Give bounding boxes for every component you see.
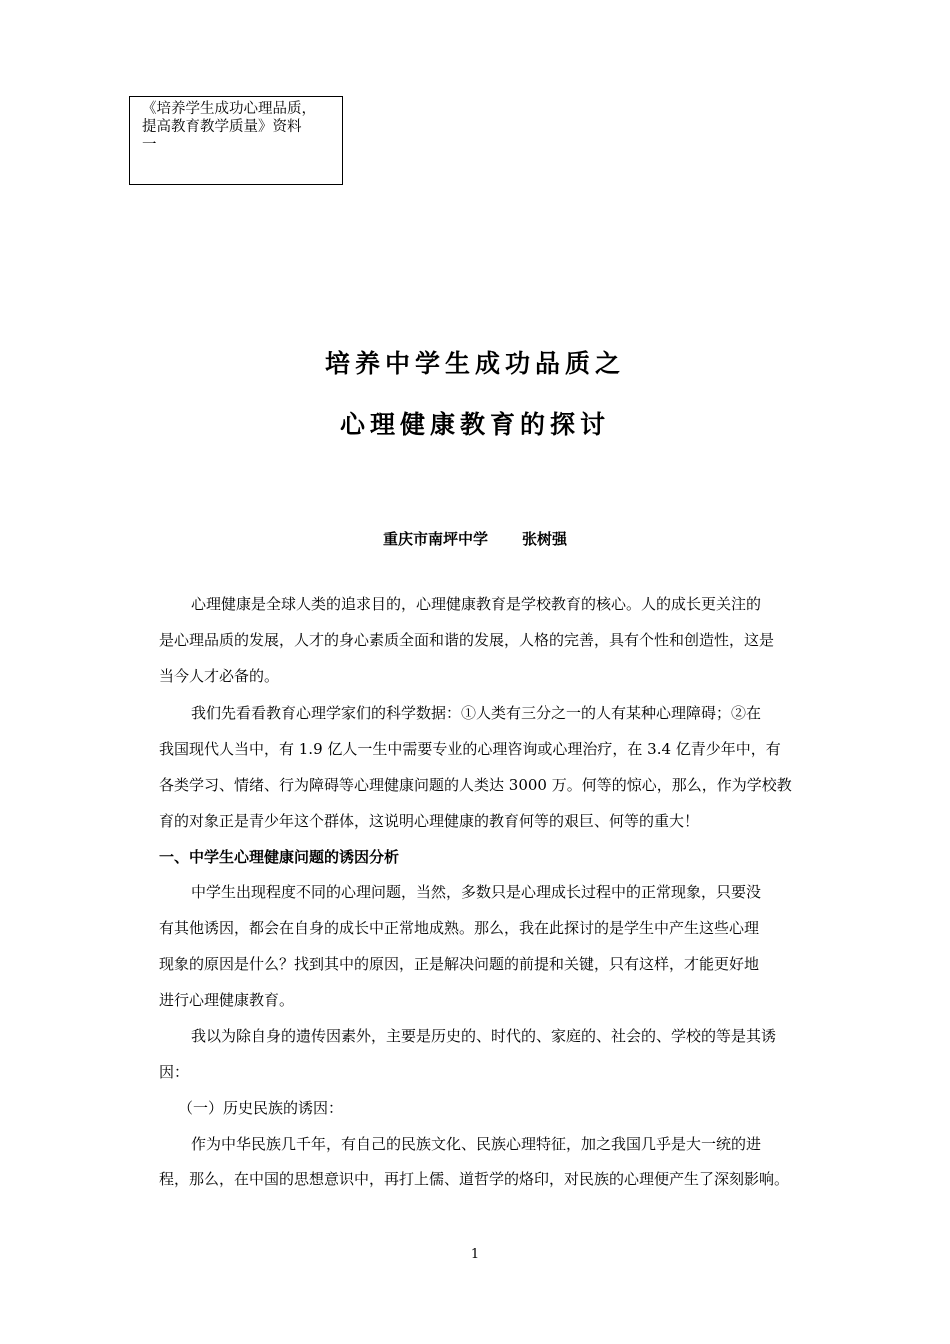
subsection-heading: （一）历史民族的诱因：: [178, 1099, 344, 1117]
body-text-line: 是心理品质的发展，人才的身心素质全面和谐的发展，人格的完善，具有个性和创造性，这是: [159, 631, 775, 649]
body-text-line: 中学生出现程度不同的心理问题，当然，多数只是心理成长过程中的正常现象，只要没: [191, 883, 762, 901]
body-text-line: 程，那么，在中国的思想意识中，再打上儒、道哲学的烙印，对民族的心理便产生了深刻影响。: [159, 1170, 790, 1188]
body-text-line: 现象的原因是什么？找到其中的原因，正是解决问题的前提和关键，只有这样，才能更好地: [159, 955, 760, 973]
body-text-line: 我国现代人当中，有 1.9 亿人一生中需要专业的心理咨询或心理治疗，在 3.4 亿青少年中，有: [159, 740, 781, 758]
body-text-line: 有其他诱因，都会在自身的成长中正常地成熟。那么，我在此探讨的是学生中产生这些心理: [159, 919, 760, 937]
section-heading: 一、中学生心理健康问题的诱因分析: [159, 848, 400, 866]
body-text-line: 当今人才必备的。: [159, 667, 280, 685]
body-text-line: 因：: [159, 1063, 190, 1081]
body-text-line: 进行心理健康教育。: [159, 991, 295, 1009]
note-line: 提高教育教学质量》资料: [142, 119, 302, 135]
body-text-line: 育的对象正是青少年这个群体，这说明心理健康的教育何等的艰巨、何等的重大！: [159, 812, 700, 830]
document-note-box: [129, 96, 343, 185]
note-line: 一: [142, 137, 157, 153]
author-school: 重庆市南坪中学: [382, 530, 488, 548]
author-name: 张树强: [522, 530, 568, 548]
document-title-line-1: 培养中学生成功品质之: [324, 349, 625, 378]
body-text-line: 作为中华民族几千年，有自己的民族文化、民族心理特征，加之我国几乎是大一统的进: [191, 1135, 762, 1153]
body-text-line: 心理健康是全球人类的追求目的，心理健康教育是学校教育的核心。人的成长更关注的: [191, 595, 762, 613]
document-title-line-2: 心理健康教育的探讨: [339, 410, 610, 439]
note-line: 《培养学生成功心理品质，: [142, 101, 316, 117]
author-line: [0, 528, 950, 549]
page-number: 1: [470, 1247, 480, 1262]
body-text-line: 我们先看看教育心理学家们的科学数据：①人类有三分之一的人有某种心理障碍；②在: [191, 704, 762, 722]
body-text-line: 各类学习、情绪、行为障碍等心理健康问题的人类达 3000 万。何等的惊心，那么，作为学校教: [159, 776, 792, 794]
body-text-line: 我以为除自身的遗传因素外，主要是历史的、时代的、家庭的、社会的、学校的等是其诱: [191, 1027, 777, 1045]
